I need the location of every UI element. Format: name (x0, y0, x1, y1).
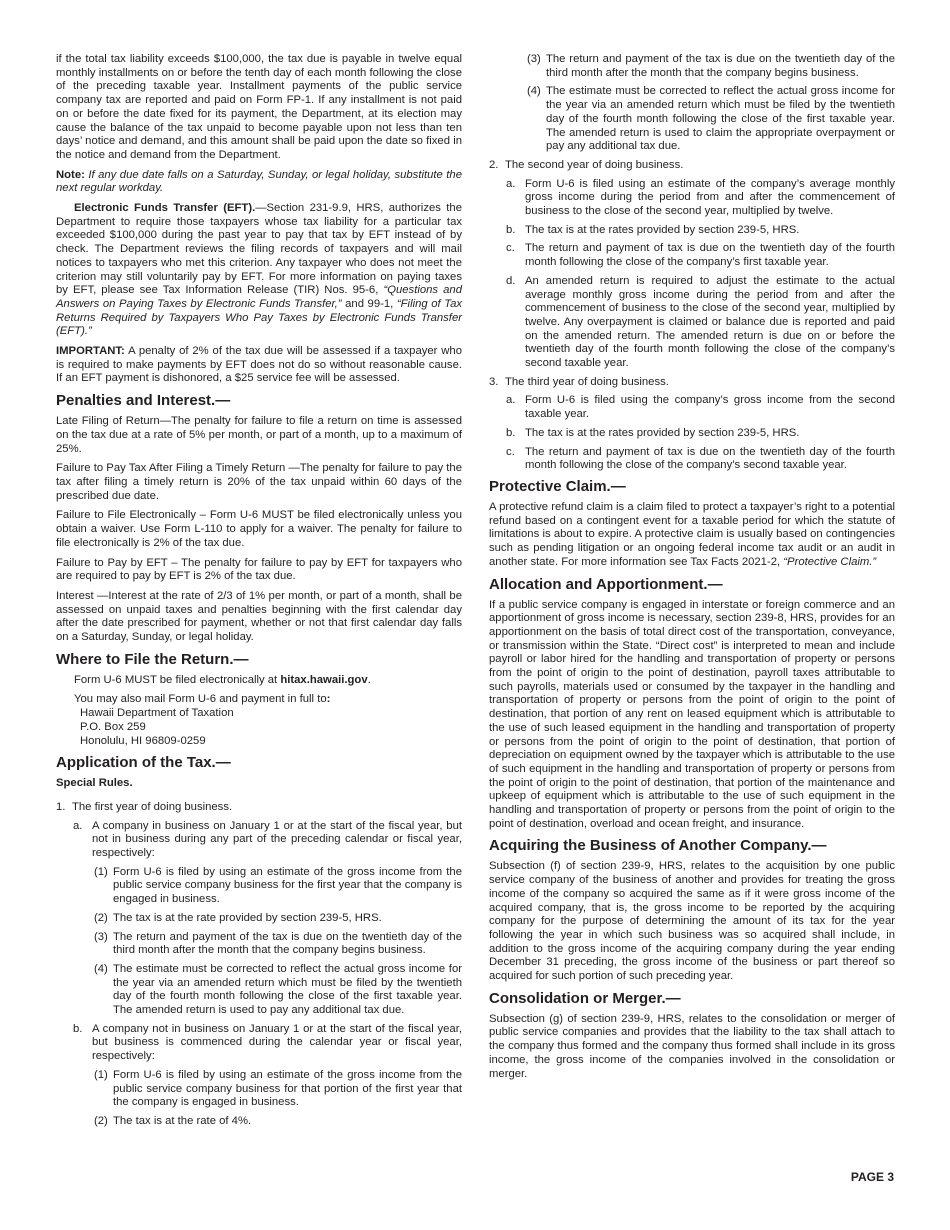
list-marker: c. (506, 242, 515, 255)
acquiring-heading: Acquiring the Business of Another Company.— (489, 837, 827, 855)
list-marker: (4) (94, 962, 108, 975)
list-text: The second year of doing business. (505, 158, 684, 171)
penalty-interest: Interest —Interest at the rate of 2/3 of 1% per month, or part of a month, shall be assessed on unpaid taxes and penalties beginning with the first calendar day after the date prescribed for payment, whether or not that first calendar day falls on a Saturday, Sunday, or legal holiday. (56, 589, 462, 644)
mail-label: You may also mail Form U-6 and payment in full to (74, 693, 327, 706)
list-item-1 (56, 801, 462, 815)
allocation-heading: Allocation and Apportionment.— (489, 575, 723, 593)
list-text: A company in business on January 1 or at the start of the fiscal year, but not in business during any part of the preceding calendar or fiscal year, respectively: (92, 819, 462, 860)
list-item-1b3 (527, 53, 895, 80)
right-column (489, 53, 895, 1087)
address-line-2: P.O. Box 259 (80, 720, 146, 733)
mailing-address (76, 707, 462, 748)
list-item-2d (506, 275, 895, 371)
list-item-1a4 (94, 963, 462, 1018)
list-marker: a. (506, 394, 516, 407)
list-text: The tax is at the rates provided by section 239-5, HRS. (525, 426, 800, 439)
list-item-2b (506, 224, 895, 238)
list-marker: 1. (56, 800, 66, 813)
list-marker: 3. (489, 375, 499, 388)
list-item-1b4 (527, 85, 895, 154)
list-item-2a (506, 178, 895, 219)
where-dot: . (367, 673, 371, 686)
list-marker: c. (506, 445, 515, 458)
list-item-1b1 (94, 1069, 462, 1110)
note-paragraph (56, 169, 462, 196)
eft-text-1: —Section 231-9.9, HRS, authorizes the Department to require those taxpayers whose tax liability for a particular tax exceeded $100,000 during the past year to pay that tax by EFT instead of by check. The Department reviews the filing records of taxpayers and will mail notices to taxpayers who met this criterion. Any taxpayer who does not meet the criterion may still voluntarily pay by EFT. For more information on paying taxes by EFT, please see Tax Information Release (TIR) Nos. 95-6, (56, 202, 462, 297)
left-column (56, 53, 462, 1134)
note-text: If any due date falls on a Saturday, Sunday, or legal holiday, substitute the next regular workday. (56, 168, 462, 195)
list-item-2c (506, 242, 895, 269)
mail-colon: : (326, 693, 331, 706)
list-text: The first year of doing business. (72, 800, 233, 813)
list-item-1a2 (94, 912, 462, 926)
acquiring-paragraph: Subsection (f) of section 239-9, HRS, relates to the acquisition by one public service company of the business of another and provides for treating the gross income of the company so acquired the same as if it were gross income of the acquired company, that is, the gross income to be reported by the acquiring company for the purpose of determining the amount of its tax for the year following the year in which such business was so acquired shall include, in addition to the gross income of the acquiring company during the year ending December 31 preceding, the gross income of the business or part thereof so acquired for such portion of such preceding year. (489, 860, 895, 983)
list-item-1a3 (94, 931, 462, 958)
list-text: A company not in business on January 1 or at the start of the fiscal year, but business is commenced during the calendar year or fiscal year, respectively: (92, 1022, 462, 1063)
list-item-3a (506, 394, 895, 421)
list-item-1a1 (94, 866, 462, 907)
eft-italic-1: “Questions and Answers on Paying Taxes by Electronic Funds Transfer,” (56, 284, 462, 310)
list-text: The tax is at the rate provided by section 239-5, HRS. (113, 911, 382, 924)
list-item-3b (506, 427, 895, 441)
list-text: The estimate must be corrected to reflect the actual gross income for the year via an amended return which must be filed by the twentieth day of the fourth month following the close of the first taxable year. The amended return is used to pay any additional tax due. (113, 962, 462, 1017)
eft-text-2: and 99-1, (345, 297, 394, 310)
list-marker: (3) (527, 53, 541, 65)
list-marker: a. (73, 819, 83, 832)
eft-italic-2: “Filing of Tax Returns Required by Taxpayers Who Pay Taxes by Electronic Funds Transfer (EFT).” (56, 297, 462, 338)
list-text: The tax is at the rate of 4%. (113, 1115, 252, 1127)
list-item-1a (73, 820, 462, 861)
where-to-file-heading: Where to File the Return.— (56, 650, 249, 668)
eft-label: Electronic Funds Transfer (EFT). (74, 202, 256, 215)
penalties-heading: Penalties and Interest.— (56, 392, 231, 410)
list-marker: (1) (94, 1068, 108, 1081)
consolidation-heading: Consolidation or Merger.— (489, 989, 681, 1007)
protective-claim-paragraph (489, 501, 895, 570)
consolidation-paragraph: Subsection (g) of section 239-9, HRS, relates to the consolidation or merger of public service companies and provides that the liability to the tax shall attach to the company thus formed and the company thus formed shall include in its gross income, the gross income of the companies involved in the consolidation or merger. (489, 1012, 895, 1080)
list-item-2 (489, 159, 895, 173)
list-marker: (3) (94, 930, 108, 943)
where-text: Form U-6 MUST be filed electronically at (74, 673, 278, 686)
list-marker: (2) (94, 911, 108, 924)
note-label: Note: (56, 168, 85, 181)
list-marker: 2. (489, 158, 499, 171)
special-rules-label: Special Rules. (56, 777, 133, 790)
list-text: The estimate must be corrected to reflect the actual gross income for the year via an amended return which must be filed by the twentieth day of the fourth month following the close of the first taxable year. The amended return is used to claim the appropriate overpayment or pay any additional tax due. (546, 85, 895, 153)
list-text: The tax is at the rates provided by section 239-5, HRS. (525, 223, 800, 236)
eft-paragraph (56, 202, 462, 339)
list-text: The third year of doing business. (505, 375, 669, 388)
important-label: IMPORTANT: (56, 345, 125, 358)
list-marker: d. (506, 274, 516, 287)
list-text: The return and payment of the tax is due on the twentieth day of the third month after the month that the company begins business. (546, 53, 895, 79)
list-text: The return and payment of tax is due on the twentieth day of the fourth month following the close of the company’s second taxable year. (525, 445, 895, 472)
where-to-file-text (56, 674, 462, 688)
list-text: Form U-6 is filed using an estimate of the company’s average monthly gross income during the period from and after the commencement of business to the close of the second year, multiplied by twelve. (525, 177, 895, 218)
list-marker: (4) (527, 85, 541, 98)
list-text: Form U-6 is filed by using an estimate of the gross income from the public service company business for that portion of the first year that the company is engaged in business. (113, 1068, 462, 1109)
page-number: PAGE 3 (850, 1170, 894, 1184)
allocation-paragraph: If a public service company is engaged in interstate or foreign commerce and an apportionment of gross income is necessary, section 239-8, HRS, provides for an apportionment on the basis of total direct cost of the transportation, conveyance, or transmission within the State. “Direct cost” is interpreted to mean and include payroll or labor hired for the handling and transportation of property or persons from the point of origin to the point of destination, payroll taxes attributable to such payrolls, materials used or consumed by the taxpayer in the handling and transportation of property or persons from the point of origin to the point of destination, that portion of any rent on leased equipment which is attributable to the use of such leased equipment in the handling and transportation of property or persons from the point of origin to the point of destination, that portion of depreciation on equipment owned by the taxpayer which is attributable to the use of such equipment in the handling and transportation of property or persons from the point of origin to the point of destination, that portion of the maintenance and upkeep of equipment which is attributable to the use of such equipment in the handling and transportation of property or persons from the point of origin to the point of destination, overload and ocean freight, and insurance. (489, 598, 895, 830)
application-heading: Application of the Tax.— (56, 754, 231, 772)
list-item-1b2 (94, 1115, 462, 1129)
list-text: The return and payment of tax is due on the twentieth day of the fourth month following the close of the company’s first taxable year. (525, 242, 895, 269)
list-marker: b. (506, 223, 516, 236)
intro-paragraph: if the total tax liability exceeds $100,000, the tax due is payable in twelve equal monthly installments on or before the tenth day of each month following the close of the preceding taxable year. Installment payments of the public service company tax are reported and paid on Form FP-1. If any installment is not paid on or before the date fixed for its payment, the Department, at its election may cause the balance of the tax unpaid to become payable upon not less than ten days’ notice and demand, and this amount shall be paid upon the date so fixed in the notice and demand from the Department. (56, 53, 462, 161)
list-text: The return and payment of the tax is due on the twentieth day of the third month after the month that the company begins business. (113, 930, 462, 957)
list-marker: (1) (94, 865, 108, 878)
list-marker: a. (506, 177, 516, 190)
penalty-electronic: Failure to File Electronically – Form U-6 MUST be filed electronically unless you obtain a waiver. Use Form L-110 to apply for a waiver. The penalty for failure to file electronically is 2% of the tax due. (56, 509, 462, 549)
penalty-late-filing: Late Filing of Return—The penalty for failure to file a return on time is assessed on the tax due at a rate of 5% per month, or part of a month, up to a maximum of 25%. (56, 415, 462, 455)
list-text: Form U-6 is filed using the company’s gross income from the second taxable year. (525, 394, 895, 421)
important-text: A penalty of 2% of the tax due will be assessed if a taxpayer who is required to make payments by EFT does not do so without reasonable cause. If an EFT payment is dishonored, a $25 service fee will be assessed. (56, 345, 462, 385)
address-line-3: Honolulu, HI 96809-0259 (80, 734, 206, 747)
list-item-3c (506, 446, 895, 473)
protective-text: A protective refund claim is a claim filed to protect a taxpayer’s right to a potential refund based on a contingent event for a taxable period for which the statute of limitations is about to expire. A protective claim is usually based on contingencies such as pending litigation or an ongoing federal income tax audit or an audit in another state. For more information see Tax Facts 2021-2, (489, 500, 895, 568)
list-item-3 (489, 376, 895, 390)
protective-claim-heading: Protective Claim.— (489, 477, 626, 495)
list-text: An amended return is required to adjust the estimate to the actual average monthly gross income during the period from and after the commencement of business to the close of the second year, multiplied by twelve. Any overpayment is claimed or balance due is reported and paid on the amended return. The amended return is due on or before the twentieth day of the fourth month following the close of the company’s second taxable year. (525, 274, 895, 370)
list-marker: b. (506, 426, 516, 439)
list-item-1b (73, 1023, 462, 1064)
important-paragraph (56, 345, 462, 386)
address-line-1: Hawaii Department of Taxation (80, 707, 234, 720)
list-marker: b. (73, 1022, 83, 1035)
penalty-failure-to-pay: Failure to Pay Tax After Filing a Timely Return —The penalty for failure to pay the tax after filing a timely return is 20% of the tax unpaid within 60 days of the prescribed due date. (56, 462, 462, 502)
list-marker: (2) (94, 1115, 108, 1127)
mail-text (56, 693, 462, 707)
penalty-eft: Failure to Pay by EFT – The penalty for failure to pay by EFT for taxpayers who are required to pay by EFT is 2% of the tax due. (56, 556, 462, 583)
hitax-link[interactable]: hitax.hawaii.gov (280, 673, 368, 686)
protective-italic: “Protective Claim.” (783, 555, 877, 568)
list-text: Form U-6 is filed by using an estimate of the gross income from the public service company business for the first year that the company is engaged in business. (113, 865, 462, 906)
